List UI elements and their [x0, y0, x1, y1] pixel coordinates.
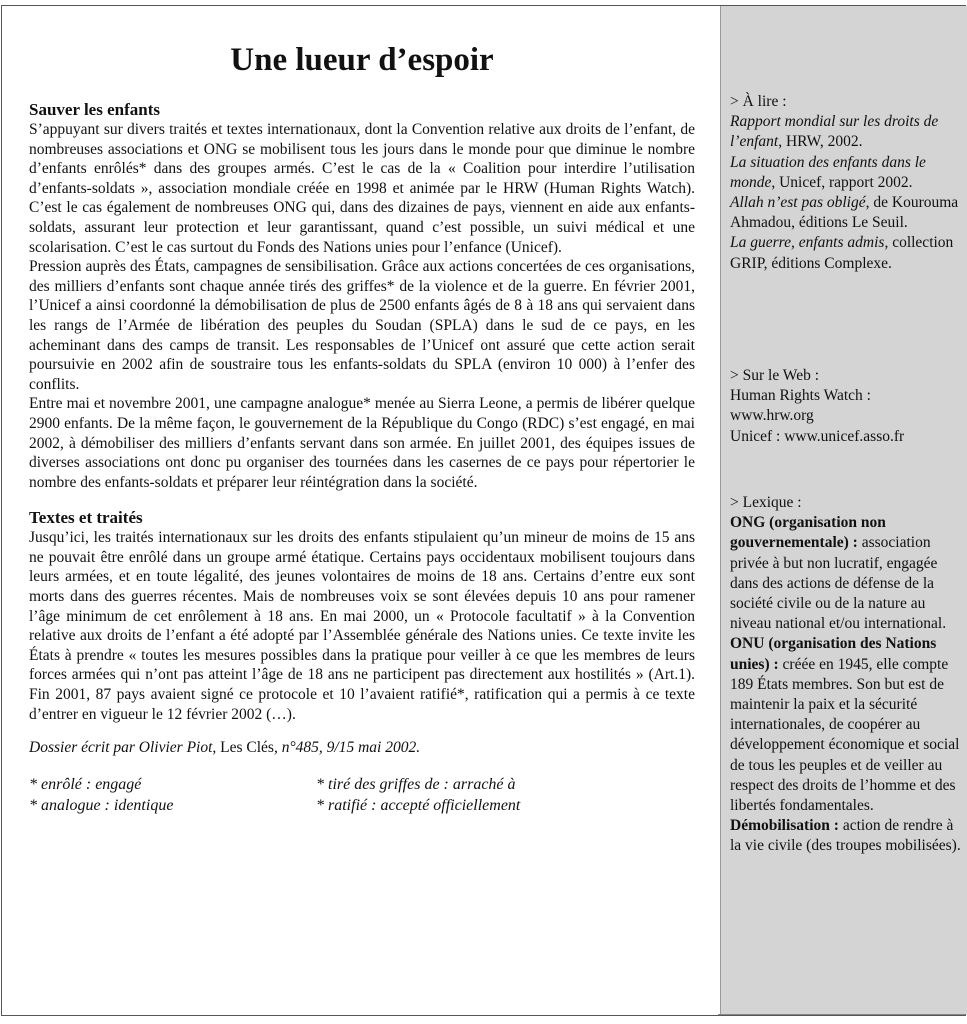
section-heading-sauver: Sauver les enfants: [29, 100, 160, 119]
book-title: Rapport mondial sur les droits de l’enfant: [730, 113, 939, 151]
lexicon-term: ONU (organisation des Nations unies) :: [730, 635, 937, 673]
sidebar: [720, 6, 967, 1015]
glossary-item: * analogue : identique: [29, 796, 174, 814]
reading-label: > À lire :: [730, 93, 787, 110]
lexicon-term: Démobilisation :: [730, 817, 839, 835]
credit-prefix: Dossier écrit par Olivier Piot,: [29, 739, 221, 757]
web-link[interactable]: www.hrw.org: [730, 407, 814, 425]
paragraph: Entre mai et novembre 2001, une campagne analogue* menée au Sierra Leone, a permis de libérer quelque 2900 enfants. De la même façon, le gouvernement de la République du Congo (RDC) s’est engagé, en mai 2002, à démobiliser des milliers d’enfants servant dans son armée. En juillet 2001, des équipes issues de diverses associations ont donc pu organiser des tournées dans les casernes de ce pays pour répertorier le nombre des enfants-soldats et préparer leur réintégration dans la société.: [29, 395, 695, 491]
reading-item: [730, 233, 967, 273]
article-title: Une lueur d’espoir: [230, 42, 494, 78]
lexicon-entry: [730, 634, 967, 816]
article-column: [29, 6, 695, 816]
credit-suffix: , n°485, 9/15 mai 2002.: [273, 739, 421, 757]
lexicon-definition: créée en 1945, elle compte 189 États membres. Son but est de maintenir la paix et la sécurité internationales, de coopérer au développement économique et social de tous les peuples et de veiller au respect des droits de l’homme et des libertés fondamentales.: [730, 655, 960, 815]
reading-item: [730, 112, 967, 152]
lexicon-label: > Lexique :: [730, 494, 802, 511]
paragraph: Jusqu’ici, les traités internationaux sur les droits des enfants stipulaient qu’un mineur de moins de 15 ans ne pouvait être enrôlé dans un groupe armé étatique. Certains pays occidentaux mobilisent toujours dans leurs armées, et en toute légalité, des jeunes volontaires de moins de 18 ans. Certains d’entre eux sont morts dans des guerres récentes. Mais de nombreuses voix se sont élevées depuis 10 ans pour ramener l’âge minimum de cet enrôlement à 18 ans. En mai 2000, un « Protocole facultatif » à la Convention relative aux droits de l’enfant a été adopté par l’Assemblée générale des Nations unies. Ce texte invite les États à prendre « toutes les mesures possibles dans la pratique pour veiller à ce que les membres de leurs forces armées qui n’ont pas atteint l’âge de 18 ans ne participent pas directement aux hostilités » (Art.1). Fin 2001, 87 pays avaient signé ce protocole et 10 l’avaient ratifié*, ratification qui a permis à ce texte d’entrer en vigueur le 12 février 2002 (…).: [29, 529, 695, 723]
paragraph: S’appuyant sur divers traités et textes internationaux, dont la Convention relative aux droits de l’enfant, de nombreuses associations et ONG se mobilisent tous les jours dans le monde pour que diminue le nombre d’enfants enrôlés* dans des groupes armés. C’est le cas de la « Coalition pour interdire l’utilisation d’enfants-soldats », association mondiale créée en 1998 et animée par le HRW (Human Rights Watch). C’est le cas également de nombreuses ONG qui, dans des dizaines de pays, viennent en aide aux enfants-soldats, assurant leur protection et leur garantissant, quand c’est possible, un suivi médical et une scolarisation. C’est le cas surtout du Fonds des Nations unies pour l’enfance (Unicef).: [29, 121, 695, 256]
paragraph: Pression auprès des États, campagnes de sensibilisation. Grâce aux actions concertées de ces organisations, des milliers d’enfants sont chaque année tirés des griffes* de la violence et de la guerre. En février 2001, l’Unicef a ainsi coordonné la démobilisation de plus de 2500 enfants âgés de 8 à 18 ans qui servaient dans les rangs de l’Armée de libération des peuples du Soudan (SPLA) dans le sud de ce pays, en les acheminant dans des camps de transit. Les responsables de l’Unicef ont assuré que cette action serait poursuivie en 2002 afin de soustraire tous les enfants-soldats du SPLA (environ 10 000) à l’enfer des conflits.: [29, 258, 695, 393]
book-details: , HRW, 2002.: [778, 133, 863, 151]
glossary-item: * ratifié : accepté officiellement: [316, 796, 521, 814]
web-label: > Sur le Web :: [730, 367, 820, 384]
book-details: , collection GRIP, éditions Complexe.: [730, 234, 954, 272]
lexicon-entry: [730, 513, 967, 634]
reading-item: [730, 153, 967, 193]
bottom-rule: [718, 1014, 966, 1015]
footnote-glossary: [29, 774, 695, 816]
book-title: La guerre, enfants admis: [730, 234, 885, 252]
web-links: [730, 366, 967, 447]
reading-list: [730, 92, 967, 274]
lexicon-entry: [730, 816, 967, 856]
document-page: [1, 5, 966, 1016]
book-details: , de Kourouma Ahmadou, éditions Le Seuil.: [730, 194, 959, 232]
section-heading-textes: Textes et traités: [29, 508, 143, 528]
lexicon-definition: action de rendre à la vie civile (des troupes mobilisées).: [730, 817, 961, 855]
book-title: Allah n’est pas obligé: [730, 194, 866, 212]
book-details: , Unicef, rapport 2002.: [771, 173, 913, 191]
web-line: Human Rights Watch :: [730, 387, 871, 405]
glossary-item: * enrôlé : engagé: [29, 775, 142, 793]
reading-item: [730, 193, 967, 233]
lexicon: [730, 493, 967, 857]
lexicon-term: ONG (organisation non gouvernementale) :: [730, 514, 886, 552]
lexicon-definition: association privée à but non lucratif, engagée dans des actions de défense de la société civile ou de la nature au niveau national et/ou international.: [730, 534, 947, 633]
article-credit: [29, 738, 695, 758]
glossary-item: * tiré des griffes de : arraché à: [316, 775, 516, 793]
book-title: La situation des enfants dans le monde: [730, 153, 926, 191]
credit-publication: Les Clés: [220, 739, 274, 757]
web-link[interactable]: Unicef : www.unicef.asso.fr: [730, 427, 905, 445]
